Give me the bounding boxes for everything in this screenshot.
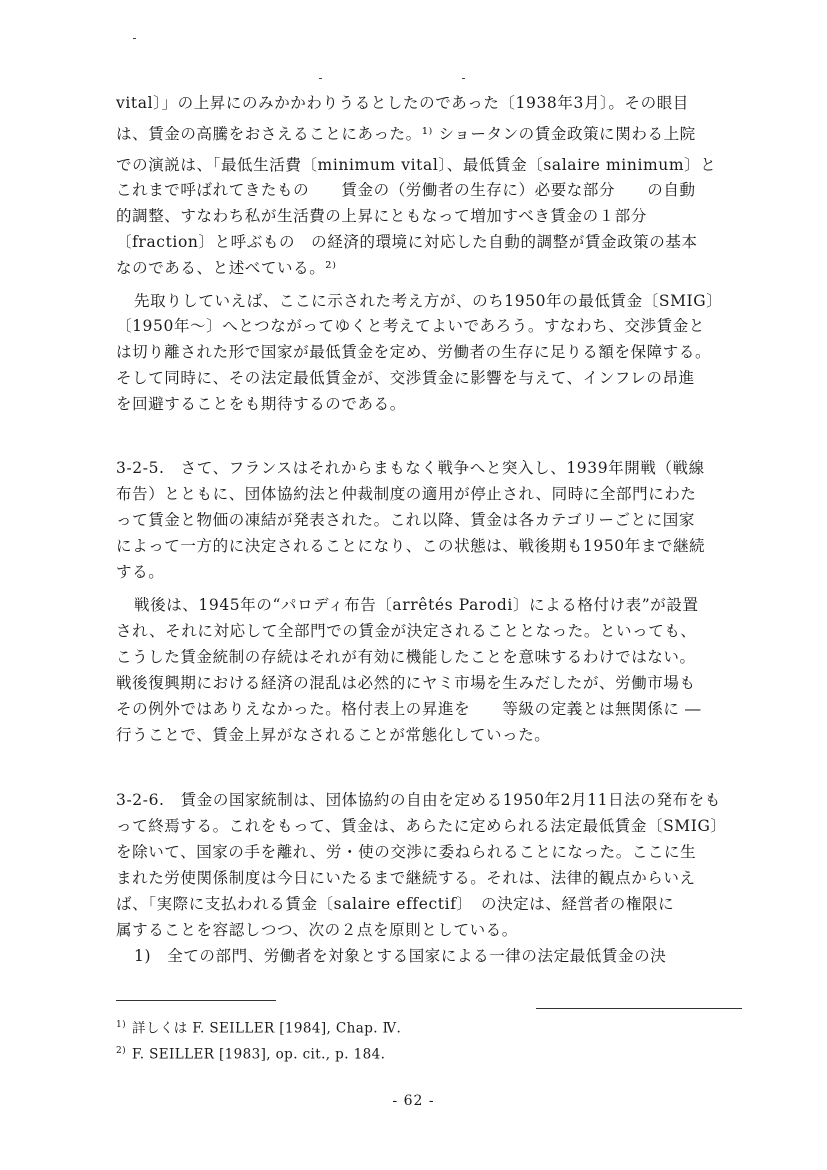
text-line: され、それに対応して全部門での賃金が決定されることとなった。といっても、 [116,622,697,640]
text-line: そして同時に、その法定最低賃金が、交渉賃金に影響を与えて、インフレの昂進 [116,369,695,387]
scan-mark [133,38,136,39]
page-number: - 62 - [392,1093,435,1109]
text-line: なのである、と述べている。²⁾ [116,259,337,277]
text-line: 行うことで、賃金上昇がなされることが常態化していった。 [116,726,551,744]
text-line: 戦後は、1945年の“パロディ布告〔arrêtés Parodi〕による格付け表”が設置 [134,596,699,614]
footnote-mark: 1) [116,1020,127,1030]
footnote-text: F. SEILLER [1983], op. cit., p. 184. [132,1046,386,1063]
footnote-1 [116,1016,401,1038]
scan-mark [462,78,465,79]
text-line: まれた労使関係制度は今日にいたるまで継続する。それは、法律的観点からいえ [116,869,696,887]
text-line: 3-2-5. さて、フランスはそれからまもなく戦争へと突入し、1939年開戦（戦線 [116,459,705,477]
footnote-mark: 2) [116,1046,127,1056]
text-line: によって一方的に決定されることになり、この状態は、戦後期も1950年まで継続 [116,537,706,555]
text-line: を回避することをも期待するのである。 [116,395,406,413]
text-line: って賃金と物価の凍結が発表された。これ以降、賃金は各カテゴリーごとに国家 [116,511,695,529]
list-item: 1) 全ての部門、労働者を対象とする国家による一律の法定最低賃金の決 [134,947,667,965]
text-line: その例外ではありえなかった。格付表上の昇進を 等級の定義とは無関係に ― [116,700,702,718]
text-line: って終焉する。これをもって、賃金は、あらたに定められる法定最低賃金〔SMIG〕 [116,817,727,835]
text-line: を除いて、国家の手を離れ、労・使の交渉に委ねられることになった。ここに生 [116,843,697,861]
text-line: 〔fraction〕と呼ぶもの の経済的環境に対応した自動的調整が賃金政策の基本 [116,233,698,251]
text-line: 布告）とともに、団体協約法と仲裁制度の適用が停止され、同時に全部門にわた [116,485,697,503]
text-line: ば、「実際に支払われる賃金〔salaire effectif〕 の決定は、経営者の権限に [116,895,675,913]
text-line: これまで呼ばれてきたもの 賃金の（労働者の生存に）必要な部分 の自動 [116,181,696,199]
text-line: する。 [116,563,165,581]
text-line: での演説は、「最低生活費〔minimum vital〕、最低賃金〔salaire minimum〕と [116,156,717,174]
text-line: は、賃金の高騰をおさえることにあった。¹⁾ ショータンの賃金政策に関わる上院 [116,125,696,143]
footnote-text: 詳しくは F. SEILLER [1984], Chap. Ⅳ. [132,1020,402,1037]
text-line: 〔1950年～〕へとつながってゆくと考えてよいであろう。すなわち、交渉賃金と [116,317,705,335]
text-line: 戦後復興期における経済の混乱は必然的にヤミ市場を生みだしたが、労働市場も [116,674,696,692]
text-line: 的調整、すなわち私が生活費の上昇にともなって増加すべき賃金の１部分 [116,207,647,225]
text-line: 先取りしていえば、ここに示された考え方が、のち1950年の最低賃金〔SMIG〕 [134,292,723,310]
scan-mark [319,78,322,79]
text-line: 属することを容認しつつ、次の２点を原則としている。 [116,921,518,939]
footnote-2 [116,1042,385,1064]
footnote-rule-left [116,1000,276,1001]
text-line: vital〕」の上昇にのみかかわりうるとしたのであった〔1938年3月〕。その眼目 [116,94,689,112]
footnote-rule-right [536,1008,742,1009]
text-line: こうした賃金統制の存続はそれが有効に機能したことを意味するわけではない。 [116,648,696,666]
text-line: は切り離された形で国家が最低賃金を定め、労働者の生存に足りる額を保障する。 [116,343,712,361]
text-line: 3-2-6. 賃金の国家統制は、団体協約の自由を定める1950年2月11日法の発布をも [116,791,721,809]
